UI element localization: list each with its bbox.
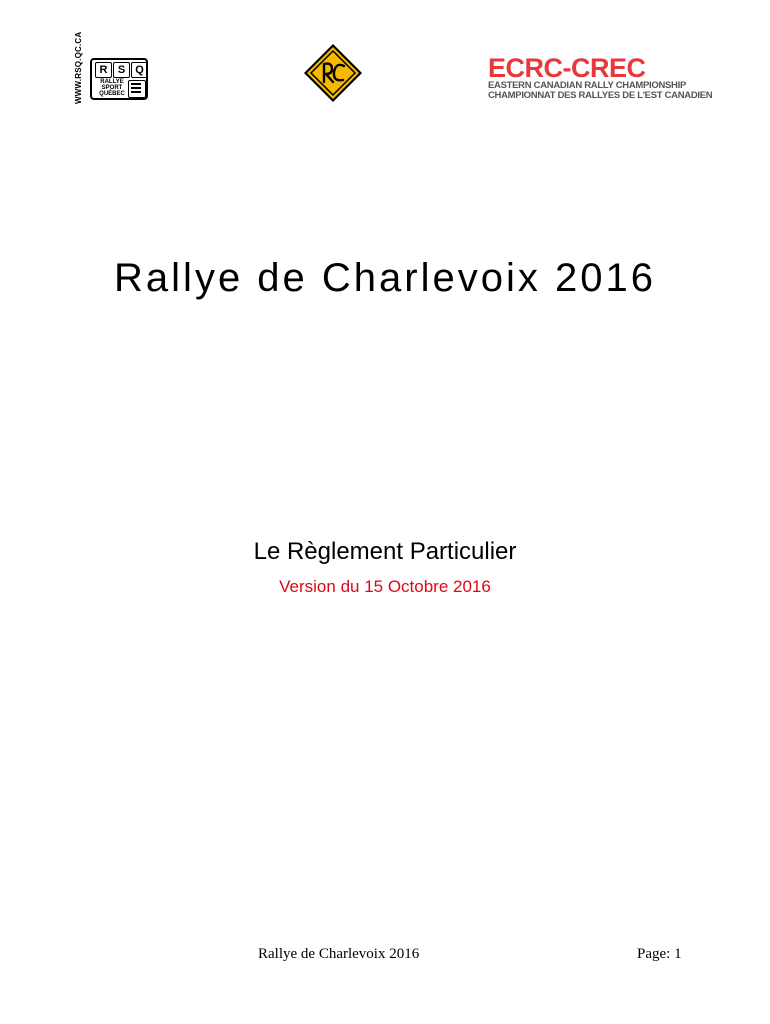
version-date: Version du 15 Octobre 2016	[279, 577, 491, 596]
document-subtitle: Le Règlement Particulier	[253, 538, 517, 565]
rsq-subtitle	[96, 79, 128, 97]
ecrc-line-english: EASTERN CANADIAN RALLY CHAMPIONSHIP	[488, 80, 686, 91]
ecrc-logo	[488, 53, 713, 101]
rsq-sub-line: RALLYE	[100, 79, 124, 85]
rsq-letter: Q	[131, 62, 148, 78]
rsq-url: WWW.RSQ.QC.CA	[74, 31, 83, 104]
rsq-letters	[95, 62, 148, 78]
rsq-sub-line: QUÉBEC	[99, 91, 125, 97]
rsq-logo	[74, 31, 154, 104]
car-icon	[128, 80, 146, 98]
rsq-badge	[90, 58, 148, 100]
footer-title: Rallye de Charlevoix 2016	[258, 946, 420, 962]
ecrc-line-french: CHAMPIONNAT DES RALLYES DE L'EST CANADIEN	[488, 90, 713, 101]
rsq-letter: S	[113, 62, 130, 78]
ecrc-title: ECRC-CREC	[488, 53, 646, 83]
rc-logo	[302, 42, 364, 104]
page-number: Page: 1	[637, 946, 682, 962]
rsq-letter: R	[95, 62, 112, 78]
rsq-sub-line: SPORT	[101, 85, 123, 91]
document-title: Rallye de Charlevoix 2016	[114, 256, 656, 300]
